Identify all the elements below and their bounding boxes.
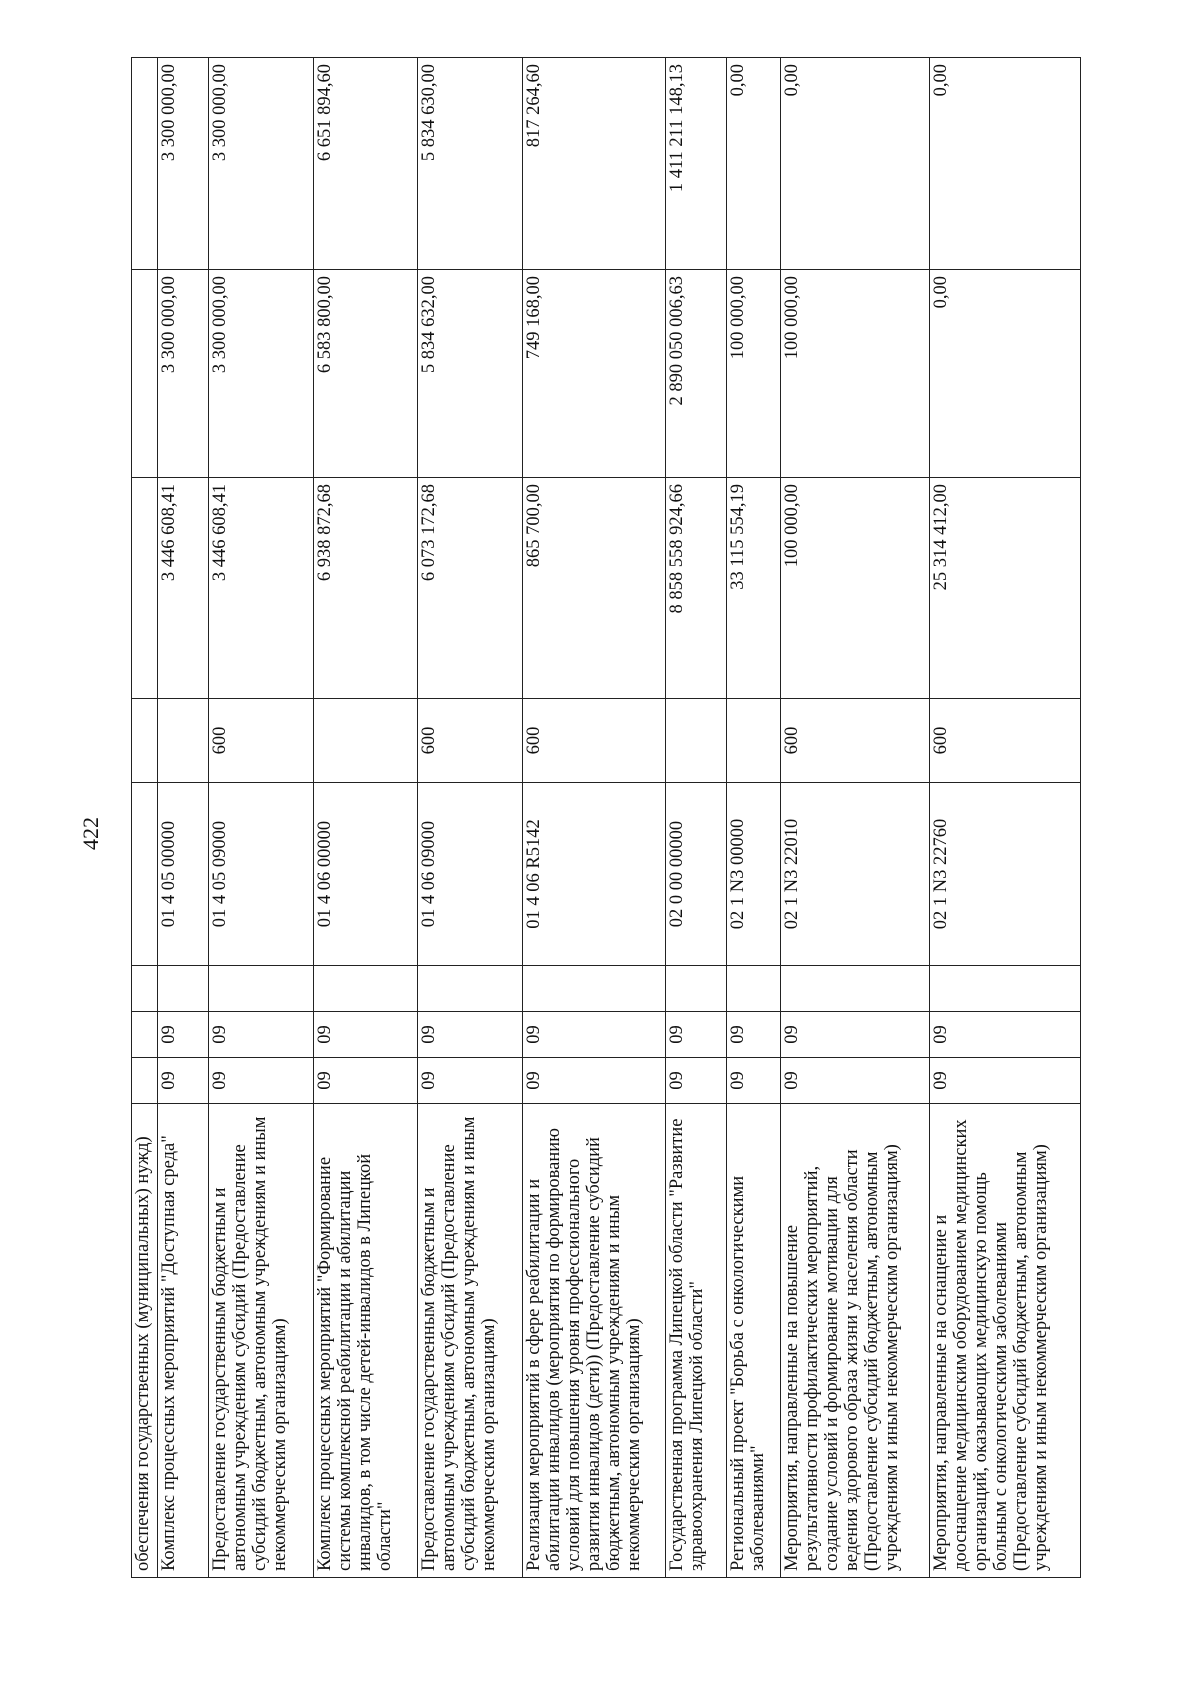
table-row bbox=[929, 58, 1080, 1578]
section-code: 09 bbox=[313, 1012, 418, 1058]
budget-table bbox=[131, 57, 1081, 1578]
expense-type-code bbox=[158, 699, 209, 783]
subsection-code bbox=[665, 966, 726, 1012]
amount-year2: 749 168,00 bbox=[522, 270, 665, 478]
amount-year2: 0,00 bbox=[929, 270, 1080, 478]
grbs-code: 09 bbox=[726, 1058, 780, 1104]
expense-type-code: 600 bbox=[418, 699, 523, 783]
amount-year2: 100 000,00 bbox=[726, 270, 780, 478]
expense-type-code bbox=[313, 699, 418, 783]
table-row bbox=[132, 58, 158, 1578]
expense-type-code: 600 bbox=[929, 699, 1080, 783]
subsection-code bbox=[929, 966, 1080, 1012]
section-code: 09 bbox=[929, 1012, 1080, 1058]
amount-year3: 0,00 bbox=[929, 58, 1080, 270]
target-article-code: 01 4 06 R5142 bbox=[522, 783, 665, 966]
target-article-code: 02 1 N3 22760 bbox=[929, 783, 1080, 966]
subsection-code bbox=[313, 966, 418, 1012]
grbs-code: 09 bbox=[313, 1058, 418, 1104]
table-row bbox=[313, 58, 418, 1578]
subsection-code bbox=[209, 966, 314, 1012]
table-row bbox=[780, 58, 929, 1578]
amount-year1 bbox=[132, 478, 158, 699]
amount-year1: 3 446 608,41 bbox=[158, 478, 209, 699]
amount-year2: 2 890 050 006,63 bbox=[665, 270, 726, 478]
target-article-code: 02 1 N3 00000 bbox=[726, 783, 780, 966]
expense-type-code: 600 bbox=[209, 699, 314, 783]
expense-type-code bbox=[726, 699, 780, 783]
grbs-code bbox=[132, 1058, 158, 1104]
row-name: Предоставление государственным бюджетным и автономным учреждениям субсидий (Предоставление субсидий бюджетным, автономным учреждениям и иным некоммерческим организациям) bbox=[418, 1104, 523, 1578]
amount-year1: 865 700,00 bbox=[522, 478, 665, 699]
row-name: Комплекс процессных мероприятий "Доступная среда" bbox=[158, 1104, 209, 1578]
table-body bbox=[132, 58, 1081, 1578]
amount-year3: 1 411 211 148,13 bbox=[665, 58, 726, 270]
amount-year3: 5 834 630,00 bbox=[418, 58, 523, 270]
subsection-code bbox=[726, 966, 780, 1012]
amount-year2 bbox=[132, 270, 158, 478]
subsection-code bbox=[132, 966, 158, 1012]
page-number: 422 bbox=[78, 817, 103, 850]
section-code bbox=[132, 1012, 158, 1058]
amount-year3: 3 300 000,00 bbox=[158, 58, 209, 270]
table-row bbox=[209, 58, 314, 1578]
amount-year2: 100 000,00 bbox=[780, 270, 929, 478]
amount-year2: 3 300 000,00 bbox=[209, 270, 314, 478]
amount-year1: 33 115 554,19 bbox=[726, 478, 780, 699]
amount-year1: 6 073 172,68 bbox=[418, 478, 523, 699]
amount-year3: 3 300 000,00 bbox=[209, 58, 314, 270]
target-article-code: 01 4 05 00000 bbox=[158, 783, 209, 966]
expense-type-code: 600 bbox=[780, 699, 929, 783]
row-name: Мероприятия, направленные на оснащение и дооснащение медицинским оборудованием медицинских организаций, оказывающих медицинскую помощь больным с онкологическими заболеваниями (Предоставление субсидий бюджетным, автономным учреждениям и иным некоммерческим организациям) bbox=[929, 1104, 1080, 1578]
amount-year2: 6 583 800,00 bbox=[313, 270, 418, 478]
amount-year1: 100 000,00 bbox=[780, 478, 929, 699]
grbs-code: 09 bbox=[209, 1058, 314, 1104]
grbs-code: 09 bbox=[158, 1058, 209, 1104]
section-code: 09 bbox=[158, 1012, 209, 1058]
table-row bbox=[522, 58, 665, 1578]
section-code: 09 bbox=[418, 1012, 523, 1058]
table-row bbox=[726, 58, 780, 1578]
amount-year3: 817 264,60 bbox=[522, 58, 665, 270]
table-row bbox=[158, 58, 209, 1578]
row-name: Реализация мероприятий в сфере реабилитации и абилитации инвалидов (мероприятия по формированию условий для повышения уровня профессионального развития инвалидов (дети)) (Предоставление субсидий бюджетным, автономным учреждениям и иным некоммерческим организациям) bbox=[522, 1104, 665, 1578]
target-article-code: 01 4 06 00000 bbox=[313, 783, 418, 966]
expense-type-code bbox=[665, 699, 726, 783]
table-row bbox=[418, 58, 523, 1578]
rotated-table-wrapper bbox=[131, 58, 1081, 1578]
section-code: 09 bbox=[665, 1012, 726, 1058]
amount-year2: 3 300 000,00 bbox=[158, 270, 209, 478]
section-code: 09 bbox=[726, 1012, 780, 1058]
amount-year2: 5 834 632,00 bbox=[418, 270, 523, 478]
target-article-code bbox=[132, 783, 158, 966]
amount-year3 bbox=[132, 58, 158, 270]
expense-type-code bbox=[132, 699, 158, 783]
row-name: Региональный проект "Борьба с онкологическими заболеваниями" bbox=[726, 1104, 780, 1578]
amount-year3: 0,00 bbox=[726, 58, 780, 270]
section-code: 09 bbox=[209, 1012, 314, 1058]
target-article-code: 01 4 06 09000 bbox=[418, 783, 523, 966]
subsection-code bbox=[780, 966, 929, 1012]
target-article-code: 01 4 05 09000 bbox=[209, 783, 314, 966]
row-name: Мероприятия, направленные на повышение результативности профилактических мероприятий, создание условий и формирование мотивации для ведения здорового образа жизни у населения области (Предоставление субсидий бюджетным, автономным учреждениям и иным некоммерческим организациям) bbox=[780, 1104, 929, 1578]
grbs-code: 09 bbox=[665, 1058, 726, 1104]
amount-year1: 6 938 872,68 bbox=[313, 478, 418, 699]
section-code: 09 bbox=[780, 1012, 929, 1058]
grbs-code: 09 bbox=[780, 1058, 929, 1104]
grbs-code: 09 bbox=[418, 1058, 523, 1104]
row-name: Комплекс процессных мероприятий "Формирование системы комплексной реабилитации и абилитации инвалидов, в том числе детей-инвалидов в Липецкой области" bbox=[313, 1104, 418, 1578]
expense-type-code: 600 bbox=[522, 699, 665, 783]
target-article-code: 02 0 00 00000 bbox=[665, 783, 726, 966]
amount-year1: 3 446 608,41 bbox=[209, 478, 314, 699]
target-article-code: 02 1 N3 22010 bbox=[780, 783, 929, 966]
subsection-code bbox=[158, 966, 209, 1012]
subsection-code bbox=[418, 966, 523, 1012]
amount-year1: 25 314 412,00 bbox=[929, 478, 1080, 699]
subsection-code bbox=[522, 966, 665, 1012]
row-name: Государственная программа Липецкой области "Развитие здравоохранения Липецкой области" bbox=[665, 1104, 726, 1578]
row-name: Предоставление государственным бюджетным и автономным учреждениям субсидий (Предоставление субсидий бюджетным, автономным учреждениям и иным некоммерческим организациям) bbox=[209, 1104, 314, 1578]
amount-year3: 0,00 bbox=[780, 58, 929, 270]
section-code: 09 bbox=[522, 1012, 665, 1058]
grbs-code: 09 bbox=[929, 1058, 1080, 1104]
grbs-code: 09 bbox=[522, 1058, 665, 1104]
table-row bbox=[665, 58, 726, 1578]
amount-year1: 8 858 558 924,66 bbox=[665, 478, 726, 699]
row-name: обеспечения государственных (муниципальных) нужд) bbox=[132, 1104, 158, 1578]
amount-year3: 6 651 894,60 bbox=[313, 58, 418, 270]
